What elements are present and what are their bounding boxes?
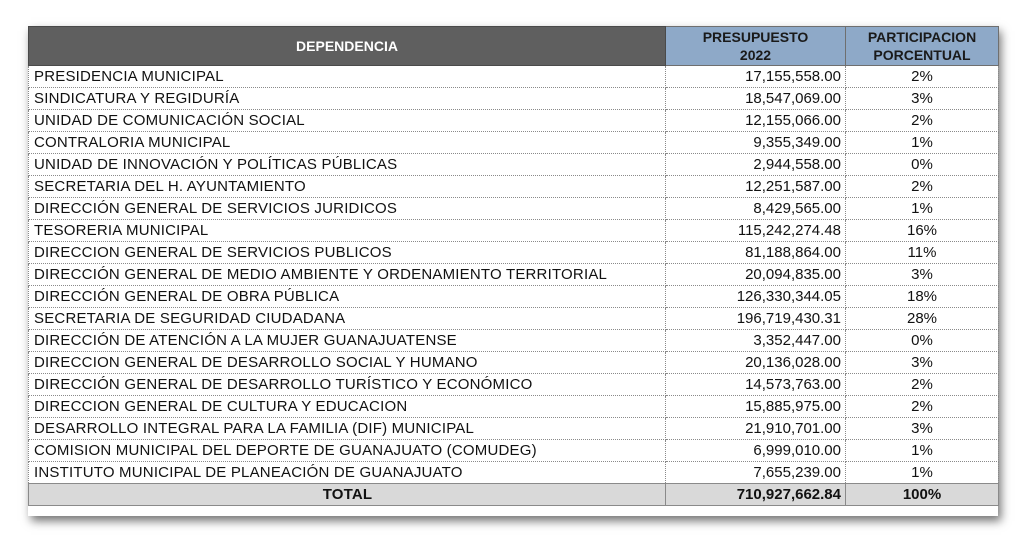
- cell-participacion: 1%: [846, 440, 999, 462]
- cell-presupuesto: 196,719,430.31: [666, 308, 846, 330]
- header-presupuesto: [666, 27, 846, 66]
- table-row: [29, 440, 999, 462]
- cell-dependencia: DIRECCION GENERAL DE DESARROLLO SOCIAL Y HUMANO: [29, 352, 666, 374]
- header-participacion: [846, 27, 999, 66]
- cell-dependencia: SECRETARIA DE SEGURIDAD CIUDADANA: [29, 308, 666, 330]
- cell-participacion: 1%: [846, 198, 999, 220]
- header-dependencia: [29, 27, 666, 66]
- cell-participacion: 2%: [846, 374, 999, 396]
- header-presupuesto-line1: PRESUPUESTO: [702, 29, 809, 45]
- cell-presupuesto: 7,655,239.00: [666, 462, 846, 484]
- cell-participacion: 1%: [846, 462, 999, 484]
- cell-presupuesto: 12,251,587.00: [666, 176, 846, 198]
- total-label: TOTAL: [29, 484, 666, 506]
- cell-dependencia: TESORERIA MUNICIPAL: [29, 220, 666, 242]
- cell-dependencia: DESARROLLO INTEGRAL PARA LA FAMILIA (DIF) MUNICIPAL: [29, 418, 666, 440]
- cell-dependencia: DIRECCIÓN GENERAL DE SERVICIOS JURIDICOS: [29, 198, 666, 220]
- cell-presupuesto: 2,944,558.00: [666, 154, 846, 176]
- budget-table: [28, 26, 999, 506]
- cell-dependencia: SINDICATURA Y REGIDURÍA: [29, 88, 666, 110]
- table-header-row: [29, 27, 999, 66]
- cell-presupuesto: 20,094,835.00: [666, 264, 846, 286]
- table-row: [29, 220, 999, 242]
- cell-presupuesto: 14,573,763.00: [666, 374, 846, 396]
- cell-presupuesto: 9,355,349.00: [666, 132, 846, 154]
- cell-participacion: 3%: [846, 88, 999, 110]
- cell-presupuesto: 12,155,066.00: [666, 110, 846, 132]
- cell-presupuesto: 21,910,701.00: [666, 418, 846, 440]
- table-row: [29, 330, 999, 352]
- cell-dependencia: UNIDAD DE COMUNICACIÓN SOCIAL: [29, 110, 666, 132]
- table-row: [29, 66, 999, 88]
- cell-presupuesto: 3,352,447.00: [666, 330, 846, 352]
- table-row: [29, 242, 999, 264]
- cell-dependencia: SECRETARIA DEL H. AYUNTAMIENTO: [29, 176, 666, 198]
- cell-presupuesto: 81,188,864.00: [666, 242, 846, 264]
- cell-dependencia: COMISION MUNICIPAL DEL DEPORTE DE GUANAJUATO (COMUDEG): [29, 440, 666, 462]
- table-row: [29, 264, 999, 286]
- table-row: [29, 132, 999, 154]
- header-participacion-line2: PORCENTUAL: [873, 47, 971, 63]
- cell-presupuesto: 8,429,565.00: [666, 198, 846, 220]
- table-row: [29, 418, 999, 440]
- cell-participacion: 3%: [846, 418, 999, 440]
- table-row: [29, 110, 999, 132]
- cell-dependencia: CONTRALORIA MUNICIPAL: [29, 132, 666, 154]
- table-row: [29, 462, 999, 484]
- cell-presupuesto: 6,999,010.00: [666, 440, 846, 462]
- cell-participacion: 2%: [846, 110, 999, 132]
- cell-dependencia: DIRECCIÓN GENERAL DE MEDIO AMBIENTE Y ORDENAMIENTO TERRITORIAL: [29, 264, 666, 286]
- total-participacion: 100%: [846, 484, 999, 506]
- cell-participacion: 0%: [846, 330, 999, 352]
- cell-participacion: 2%: [846, 396, 999, 418]
- table-row: [29, 88, 999, 110]
- cell-participacion: 11%: [846, 242, 999, 264]
- table-row: [29, 352, 999, 374]
- cell-dependencia: DIRECCION GENERAL DE CULTURA Y EDUCACION: [29, 396, 666, 418]
- table-row: [29, 286, 999, 308]
- table-row: [29, 308, 999, 330]
- cell-participacion: 18%: [846, 286, 999, 308]
- table-row: [29, 198, 999, 220]
- cell-participacion: 1%: [846, 132, 999, 154]
- cell-presupuesto: 18,547,069.00: [666, 88, 846, 110]
- budget-table-frame: [28, 26, 998, 516]
- cell-participacion: 28%: [846, 308, 999, 330]
- cell-participacion: 3%: [846, 264, 999, 286]
- header-presupuesto-line2: 2022: [739, 47, 772, 63]
- cell-presupuesto: 15,885,975.00: [666, 396, 846, 418]
- cell-dependencia: DIRECCION GENERAL DE SERVICIOS PUBLICOS: [29, 242, 666, 264]
- total-row: [29, 484, 999, 506]
- table-row: [29, 374, 999, 396]
- cell-participacion: 2%: [846, 66, 999, 88]
- cell-dependencia: DIRECCIÓN GENERAL DE OBRA PÚBLICA: [29, 286, 666, 308]
- cell-dependencia: UNIDAD DE INNOVACIÓN Y POLÍTICAS PÚBLICAS: [29, 154, 666, 176]
- cell-participacion: 0%: [846, 154, 999, 176]
- cell-dependencia: PRESIDENCIA MUNICIPAL: [29, 66, 666, 88]
- table-row: [29, 396, 999, 418]
- total-presupuesto: 710,927,662.84: [666, 484, 846, 506]
- cell-participacion: 3%: [846, 352, 999, 374]
- cell-presupuesto: 126,330,344.05: [666, 286, 846, 308]
- header-participacion-line1: PARTICIPACION: [867, 29, 977, 45]
- cell-presupuesto: 115,242,274.48: [666, 220, 846, 242]
- cell-participacion: 2%: [846, 176, 999, 198]
- cell-dependencia: DIRECCIÓN DE ATENCIÓN A LA MUJER GUANAJUATENSE: [29, 330, 666, 352]
- cell-presupuesto: 17,155,558.00: [666, 66, 846, 88]
- header-dependencia-label: DEPENDENCIA: [296, 38, 398, 54]
- table-row: [29, 154, 999, 176]
- cell-dependencia: INSTITUTO MUNICIPAL DE PLANEACIÓN DE GUANAJUATO: [29, 462, 666, 484]
- cell-presupuesto: 20,136,028.00: [666, 352, 846, 374]
- cell-participacion: 16%: [846, 220, 999, 242]
- table-row: [29, 176, 999, 198]
- cell-dependencia: DIRECCIÓN GENERAL DE DESARROLLO TURÍSTICO Y ECONÓMICO: [29, 374, 666, 396]
